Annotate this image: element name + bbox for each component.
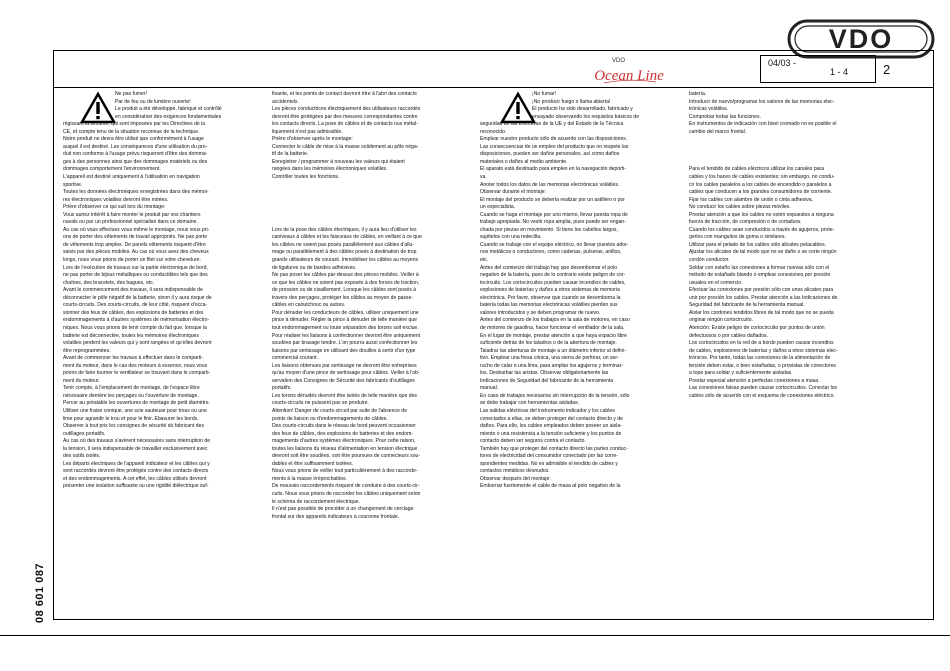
text-line: déconnecter le pôle négatif de la batterie, sinon il y aura risque de — [63, 294, 212, 301]
header-page-range: 1 - 4 — [830, 67, 849, 77]
text-line: etc. — [480, 257, 489, 264]
text-line: Nous vous prions de veiller tout particulièrement à des raccorde- — [272, 468, 418, 475]
text-line: spondientes medidas. No es admisible el tendido de cables y — [480, 460, 618, 467]
text-line: El producto ha sido desarrollado, fabricado y — [532, 106, 633, 113]
text-line: Pour réaliser les liaisons à confectionner devront être uniquement — [272, 332, 421, 339]
text-line: originar ningún cortocircuito. — [689, 317, 753, 324]
text-line: duit non conforme à l'usage prévu risqueront d'être des domma- — [63, 151, 208, 158]
bottom-rule — [0, 635, 950, 636]
text-line: contactos metálicos desnudos. — [480, 468, 550, 475]
text-line: Enregistrer / programmer à nouveau les valeurs qui étaient — [272, 158, 405, 165]
text-line: mage ou parallèlement à des câbles posés à destination de trop — [272, 249, 417, 256]
text-line: ment du moteur, dans le cas des moteurs à essence, nous vous — [63, 362, 208, 369]
column-spanish-2 — [689, 91, 886, 400]
text-line: método de estañado blando o emplear conexiones por presión — [689, 272, 831, 279]
text-line: tif de la batterie. — [272, 151, 309, 158]
text-line: commercial courant. — [272, 355, 318, 362]
text-line: También hay que proteger del contacto directo las partes conduc- — [480, 445, 628, 452]
text-line: tivo. Emplear una fresa cónica, una sierra de perforar, un ser- — [480, 355, 619, 362]
text-line: defectuosos o por cables dañados. — [689, 332, 769, 339]
text-line: courts-circuits ne puissent pas se produire. — [272, 400, 369, 407]
text-line: cables y los haces de cables existentes; sin embargo, no condu- — [689, 174, 835, 181]
text-line: Percer au préalable les ouvertures de montage de petit diamètre. — [63, 400, 210, 407]
text-line: trabajo apropiada. No vestir ropa amplia, pues puede ser engan- — [480, 219, 626, 226]
text-line: de motores de gasolina, hacer funcionar el ventilador de la sala. — [480, 324, 625, 331]
column-french-1 — [63, 91, 258, 491]
text-line: ment du moteur. — [63, 377, 100, 384]
text-line: ¡No producir fuego o llama abierta! — [532, 98, 611, 105]
text-line: materiales o daños al medio ambiente. — [480, 158, 568, 165]
text-line: de cables, explosiones de baterías y daños a otros sistemas elec- — [689, 347, 838, 354]
text-line: Para el tendido de cables eléctricos utilizar los canales para — [689, 166, 825, 173]
text-line: Ne pas fumer! — [115, 91, 147, 97]
text-line: nos metálicos o conductores, como cadenas, pulseras, anillos, — [480, 249, 622, 256]
text-line: explosiones de baterías y daños a otros sistemas de memoria — [480, 287, 620, 294]
text-line: tocircuito. Los cortocircuitos pueden causar incendios de cables, — [480, 279, 626, 286]
text-line: Lors de la pose des câbles électriques, il y aura lieu d'utiliser les — [272, 226, 417, 233]
part-number-text: 08 601 087 — [34, 562, 46, 623]
text-line: auquel il est destiné. Les conséquences d'une utilisation du pro- — [63, 143, 208, 150]
text-line: miento o una resistencia a la tensión suficiente y los puntos de — [480, 430, 622, 437]
text-line: Au cas où vous effectuez vous-même le montage, nous vous pri- — [63, 226, 210, 233]
text-line — [272, 204, 469, 212]
text-line: portatifs. — [272, 385, 292, 392]
text-line: electrónica. Por favor, observar que cuando se desemborna la — [480, 294, 621, 301]
text-line: devront soit être soudées, soit être pourvues de connecteurs sou- — [272, 453, 421, 460]
text-line: magements d'autres systèmes électroniques. Pour cette raison, — [272, 438, 416, 445]
text-line: Observer à tout prix les consignes de sécurité du fabricant des — [63, 423, 205, 430]
text-line: No conducir los cables sobre piezas móviles. — [689, 204, 791, 211]
header-page-number: 2 — [883, 62, 891, 77]
text-line: longs, nous vous prions de porter un filet sur votre chevelure. — [63, 257, 201, 264]
text-line: devront être protégées par des mesures correspondantes contre — [272, 113, 418, 120]
text-line: Les liaisons obtenues par sertissage ne devront être entreprises — [272, 362, 417, 369]
text-line — [272, 182, 469, 190]
text-line: Ajustar los alicates de tal modo que no se dañe o se corte ningún — [689, 249, 837, 256]
text-line: batería todas las memorias electrónicas volátiles pierden sus — [480, 302, 618, 309]
text-line — [272, 189, 469, 197]
text-line: unir por presión los cables. Prestar atención a las Indicaciones de — [689, 294, 838, 301]
text-line: tout endommagement ou toute séparation des torons soit exclue. — [272, 324, 419, 331]
text-line: res électroniques volatiles devront être notées. — [63, 196, 169, 203]
text-line: Toutes les données électroniques enregistrées dans des mémoi- — [63, 189, 209, 196]
text-line: régissant la sécurité, qui sont imposées par les Directives de la — [63, 121, 206, 128]
text-line: Avant le commencement des travaux, il sera indispensable de — [63, 287, 203, 294]
text-line: les contacts directs. La pose de câbles et de contacts nus métal- — [272, 121, 418, 128]
text-line: dommages comportement l'environnement. — [63, 166, 161, 173]
ocean-line-brand — [594, 52, 664, 86]
text-line: Atención: Existe peligro de cortocircuito por puntos de unión — [689, 324, 825, 331]
text-line: disposiciones, pueden ser daños personales, así como daños — [480, 151, 620, 158]
text-line: trónicas volátiles. — [689, 106, 729, 113]
text-line: negativo de la batería, pues de lo contrario existe peligro de cor- — [480, 272, 626, 279]
header-divider — [53, 87, 934, 88]
text-line — [689, 151, 886, 159]
part-number — [32, 545, 56, 625]
text-line: travers des perçages, protéger les câbles au moyen de passe- — [272, 294, 414, 301]
text-line: En el lugar de montaje, prestar atención a que haya espacio libre — [480, 332, 627, 339]
text-line: Las conexiones falsas pueden causar cortocircuitos. Conectar los — [689, 385, 838, 392]
text-line: points de liaison ou d'endommagements de câbles. — [272, 415, 388, 422]
text-line: Le produit a été développé, fabriqué et contrôlé — [115, 106, 222, 113]
text-line: Les pièces conductrices électriquement des utilisateurs raccordés — [272, 106, 421, 113]
text-line: Aislar los cordones tendidos libres de tal modo que no se pueda — [689, 309, 834, 316]
text-line: grands utilisateurs de courant. Immobiliser les câbles au moyens — [272, 257, 419, 264]
text-line: soudées par brasage tendre. L'on pourra aussi confectionner les — [272, 340, 418, 347]
text-line: En caso de trabajos necesarios sin interrupción de la tensión, sólo — [480, 392, 630, 399]
text-line: qu'au moyen d'une pince de sertissage pour câbles. Veiller à l'ob- — [272, 370, 420, 377]
text-line: Tenir compte, à l'emplacement de montage, de l'espace libre — [63, 385, 200, 392]
text-line — [689, 159, 886, 167]
text-line: ges à des personnes ainsi que des dommages matériels ou des — [63, 158, 208, 165]
text-line: Il n'est pas possible de procéder à un changement de cerclage — [272, 506, 414, 513]
text-line: cordón conductor. — [689, 257, 730, 264]
text-line: conectados a ellas, se deben proteger del contacto directo y de — [480, 415, 624, 422]
text-line: De mauvais raccordements risquent de conduire à des courts-cir- — [272, 483, 420, 490]
text-line: être reprogrammées. — [63, 347, 111, 354]
text-line: cables sólo de acuerdo con el esquema de conexiones eléctrico. — [689, 392, 835, 399]
text-line: Las salidas eléctricas del instrumento indicador y los cables — [480, 407, 615, 414]
brand-script: Ocean Line — [594, 68, 664, 84]
text-line: Lors de l'exécution de travaux sur la partie électronique de bord, — [63, 264, 208, 271]
text-line: câbles en caoutchouc ou autres. — [272, 302, 346, 309]
text-line: sionner des feux de câbles, des explosions de batteries et des — [63, 309, 204, 316]
text-line — [689, 136, 886, 144]
text-line: Observar después del montaje: — [480, 475, 551, 482]
text-line: Au cas où des travaux s'avèrent nécessaires sans interruption de — [63, 438, 211, 445]
text-line: de ligatures ou de bandes adhésives. — [272, 264, 357, 271]
text-line: Connecter le câble de mise à la masse solidement au pôle néga- — [272, 143, 419, 150]
text-line: lime pour agrandir le trou et pour le finir. Ebavurer les bords. — [63, 415, 199, 422]
text-line: de pression ou de cisaillement. Lorsque les câbles sont posés à — [272, 287, 417, 294]
text-line: rangées dans les mémoires électroniques volatiles. — [272, 166, 388, 173]
text-line: usuales en el comercio. — [689, 279, 743, 286]
logo-text: VDO — [828, 24, 894, 54]
text-line: Contrôler toutes les fonctions. — [272, 174, 340, 181]
text-line: reconocido. — [480, 128, 507, 135]
text-line: présenter une isolation suffisante ou une rigidité diélectrique suf- — [63, 483, 209, 490]
text-line: niques. Nous vous prions de tenir compte du fait que, lorsque la — [63, 324, 207, 331]
text-line: navals ou par un professionnel spécialisé dans ce domaine. — [63, 219, 198, 226]
text-line: Par de feu ou de lumière ouverte! — [115, 98, 191, 105]
header-date: 04/03 - — [768, 58, 797, 68]
text-line: Cuando se haga el montaje por uno mismo, llevar puesta ropa de — [480, 211, 628, 218]
text-line: prions de faire tourner le ventilateur se trouvant dans le comparti- — [63, 370, 211, 377]
text-line: a tope para soldar y suficientemente aisladas. — [689, 370, 793, 377]
text-line: Des courts-circuits dans le réseau de bord peuvent occasionner — [272, 423, 416, 430]
text-line: Prestar atención a que los cables no estén expuestos a ninguna — [689, 211, 834, 218]
text-line: Cuando se trabaje con el equipo eléctrico, no llevar puestos ador- — [480, 241, 629, 248]
text-line: tores de electricidad del consumidor conectado por las corre- — [480, 453, 618, 460]
text-line: chaînes, des bracelets, des bagues, etc. — [63, 279, 155, 286]
text-line: en considération des exigences fondamentales — [115, 113, 222, 120]
text-line: Efectuar las conexiones por presión sólo con unos alicates para — [689, 287, 834, 294]
text-line: liquement n'est pas admissible. — [272, 128, 343, 135]
text-line: sujételos con una redecilla. — [480, 234, 542, 241]
text-line: outillages portatifs. — [63, 430, 106, 437]
text-line: fuerza de tracción, de compresión o de cortadura. — [689, 219, 802, 226]
text-line: Embornar fuertemente el cable de masa al polo negativo de la — [480, 483, 621, 490]
text-line: Taladrar las aberturas de montaje a un diámetro inferior al defini- — [480, 347, 627, 354]
text-line: Indicaciones de Seguridad del fabricante de la herramienta — [480, 377, 614, 384]
text-line: En instrumentos de indicación con bisel cromado no es posible el — [689, 121, 837, 128]
text-line: cir los cables paralelos a los cables de encendido o paralelos a — [689, 181, 832, 188]
text-line: pince à dénuder. Régler la pince à dénuder de telle manière que — [272, 317, 417, 324]
text-line: des outils isolés. — [63, 453, 101, 460]
text-line: le schéma de raccordement électrique. — [272, 498, 360, 505]
text-line: batterie est déconnectée, toutes les mémoires électroniques — [63, 332, 199, 339]
text-line: Seguridad del fabricante de la herramienta manual. — [689, 302, 805, 309]
text-line: ments à la masse irréprochables. — [272, 475, 348, 482]
text-line: Comprobar todas las funciones. — [689, 113, 761, 120]
text-line: va. — [480, 174, 487, 181]
text-line: Avant de commencer les travaux à effectuer dans le comparti- — [63, 355, 203, 362]
text-line: nécessaire derrière les perçages ou l'ouverture de montage. — [63, 392, 199, 399]
text-line: El aparato está destinado para empleo en la navegación deporti- — [480, 166, 627, 173]
text-line: suficiente detrás de los taladros o de la abertura de montaje. — [480, 340, 617, 347]
text-line: fisante, et les points de contact devront être à l'abri des contacts — [272, 91, 417, 97]
text-line: cables que conducen a los grandes consumidores de corriente. — [689, 189, 832, 196]
text-line: ce que les câbles ne soient pas exposés à des forces de traction, — [272, 279, 420, 286]
text-line: la tension, il sera indispensable de travailler exclusivement avec — [63, 445, 208, 452]
text-line: Cuando los cables sean conducidos a través de agujeros, prote- — [689, 226, 835, 233]
text-line: toutes les liaisons du réseau d'alimentation en tension électrique — [272, 445, 418, 452]
text-line: liaisons par sertissage en utilisant des douilles à sertir d'un type — [272, 347, 416, 354]
text-line: Les torons dénudés devront être isolés de telle manière que des — [272, 392, 417, 399]
text-line: frontal sur des appareils indicateurs à couronne frontale. — [272, 513, 400, 520]
text-line: tensión deben estar, o bien estañadas, o provistas de conectores — [689, 362, 836, 369]
text-line: endommagements à d'autres systèmes de mémorisation électro- — [63, 317, 210, 324]
text-line: sportive. — [63, 181, 83, 188]
text-line: Soldar con estaño las conexiones a formar nuevas sólo con el — [689, 264, 830, 271]
column-french-2 — [272, 91, 469, 521]
text-line: volatiles perdent les valeurs qui y sont rangées et qu'elles devront — [63, 340, 212, 347]
text-line: et des endommagements. A cet effet, les câbles utilisés devront — [63, 475, 207, 482]
text-line: Prière d'observer ce qui suit lors du montage: — [63, 204, 166, 211]
text-line: un especialista. — [480, 204, 516, 211]
text-line: Anoter todos los datos de las memorias electrónicas volátiles. — [480, 181, 620, 188]
text-line: ensayado observando los requisitos básicos de — [532, 113, 640, 120]
text-line: batería. — [689, 91, 707, 97]
text-line: Introducir de nuevo/programar los valores de las memorias elec- — [689, 98, 835, 105]
text-line: Emplear nuestro producto sólo de acuerdo con las disposiciones. — [480, 136, 628, 143]
text-line: cambio del marco frontal. — [689, 128, 747, 135]
text-line: Observar durante el montaje: — [480, 189, 546, 196]
text-line: Antes del comienzo de los trabajos en la sala de motores, en caso — [480, 317, 630, 324]
brand-small: VDO — [612, 58, 626, 64]
text-line: caniveaux à câbles et les faisceaux de câbles, en veillant à ce que — [272, 234, 422, 241]
text-line: accidentels. — [272, 98, 299, 105]
text-line — [689, 144, 886, 152]
text-line: Vous auriez intérêt à faire monter le produit par vos chantiers — [63, 211, 201, 218]
text-line: Les départs électriques de l'appareil indicateur et les câbles qui y — [63, 460, 210, 467]
text-line: servation des Consignes de Sécurité des fabricants d'outillages — [272, 377, 415, 384]
text-line: chada por piezas en movimiento. Si tiene los cabellos largos, — [480, 226, 618, 233]
text-line — [272, 212, 469, 220]
text-line — [272, 219, 469, 227]
text-line: seguridad de las Directivas de la UE y del Estado de la Técnica — [480, 121, 624, 128]
text-line: contacto deben ser seguros contra el contacto. — [480, 438, 586, 445]
text-line: cuits. Nous vous prions de raccorder les câbles uniquement selon — [272, 490, 421, 497]
text-line: Notre produit ne devra être utilisé que conformément à l'usage — [63, 136, 204, 143]
text-line: Los cortocircuitos en la red de a bordo pueden causar incendios — [689, 340, 834, 347]
text-line: daños. Para ello, los cables empleados deben poseer un aisla- — [480, 423, 622, 430]
text-line: ¡No fumar! — [532, 91, 557, 97]
text-line: sont raccordés devront être protégés contre des contacts directs — [63, 468, 209, 475]
text-line: L'appareil est destiné uniquement à l'utilisation en navigation — [63, 174, 200, 181]
text-line: Las consecuencias de un empleo del producto que no respete las — [480, 143, 629, 150]
text-line: Antes del comienzo del trabajo hay que desembornar el polo — [480, 264, 618, 271]
text-line: des feux de câbles, des explosions de batteries et des endom- — [272, 430, 414, 437]
text-line: rucho de calar o una lima, para ampliar los agujeros y terminar- — [480, 362, 623, 369]
text-line: CE, et compte tenu de la situation reconnue de la technique. — [63, 128, 200, 135]
text-line: Attention! Danger de courts-circuit par suite de l'absence de — [272, 407, 407, 414]
text-line: trónicos. Por tanto, todas las conexiones de la alimentación de — [689, 355, 831, 362]
text-line: se debe trabajar con herramientas aisladas. — [480, 400, 580, 407]
text-line: Fijar los cables con alambre de unión o cinta adhesiva. — [689, 196, 814, 203]
text-line: les câbles ne soient pas posés parallèlement aux câbles d'allu- — [272, 241, 414, 248]
text-line: Pour dénuder les conducteurs de câbles, utiliser uniquement une — [272, 309, 419, 316]
text-line: Utilizar para el pelado de los cables sólo alicates pelacables. — [689, 241, 827, 248]
text-line: ons de porter des vêtements de travail appropriés. Ne pas porte — [63, 234, 208, 241]
text-line: gerlos con manguitos de goma o similares. — [689, 234, 786, 241]
text-line: Prestar especial atención a perfectas conexiones a masa. — [689, 377, 820, 384]
column-spanish-1 — [480, 91, 678, 491]
text-line: saisis par des pièces mobiles. Au cas où vous avez des cheveux — [63, 249, 209, 256]
text-line: El montaje del producto se debería realizar por un astillero o por — [480, 196, 625, 203]
text-line — [272, 197, 469, 205]
text-line: valores introducidos y se deben programar de nuevo. — [480, 309, 601, 316]
text-line: Utiliser une fraise conique, une scie sauteuse pour trous ou une — [63, 407, 207, 414]
text-line: Prière d'observer après le montage: — [272, 136, 353, 143]
text-line: de vêtements trop amples. De pareils vêtements risquent d'être — [63, 241, 206, 248]
text-line: ne pas porter de bijoux métalliques ou conductibles tels que des — [63, 272, 208, 279]
text-line: los. Desbarbar las aristas. Observar obligatoriamente las — [480, 370, 609, 377]
text-line: dables et être suffisamment isolées. — [272, 460, 354, 467]
text-line: manual. — [480, 385, 499, 392]
text-line: Ne pas poser les câbles par-dessus des pièces mobiles. Veiller à — [272, 272, 419, 279]
text-line: courts-circuits. Des courts-circuits, de leur côté, risquent d'occa- — [63, 302, 208, 309]
